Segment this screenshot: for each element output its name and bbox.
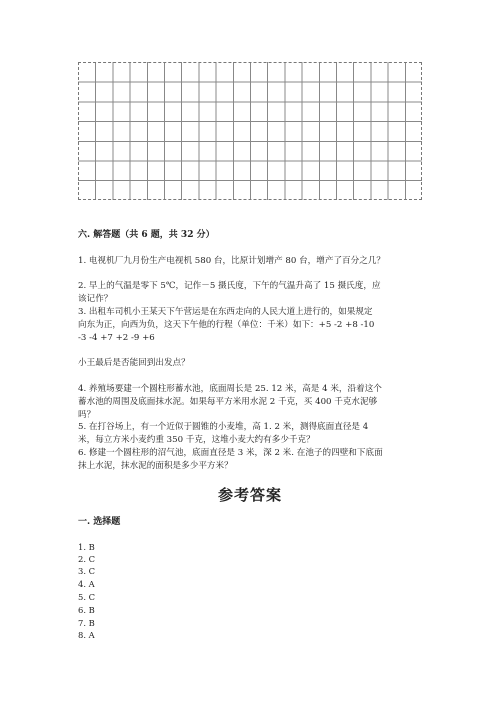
question-2-line1: 2. 早上的气温是零下 5℃，记作－5 摄氏度，下午的气温升高了 15 摄氏度，应 xyxy=(78,281,381,291)
answers-section-heading: 一. 选择题 xyxy=(78,517,121,527)
question-6-line1: 6. 修建一个圆柱形的沼气池，底面直径是 3 米，深 2 米. 在池子的四壁和下底面 xyxy=(78,448,383,458)
answer-item: 7. B xyxy=(78,618,95,628)
question-3-line1: 3. 出租车司机小王某天下午营运是在东西走向的人民大道上进行的，如果规定 xyxy=(78,307,373,317)
answer-item: 8. A xyxy=(78,630,95,640)
question-3-line3: -3 -4 +7 +2 -9 +6 xyxy=(78,333,155,343)
question-4-line3: 吗？ xyxy=(78,410,96,420)
answers-title: 参考答案 xyxy=(217,486,282,504)
answer-item: 2. C xyxy=(78,554,96,564)
question-5-line2: 米，每立方米小麦约重 350 千克，这堆小麦大约有多少千克？ xyxy=(78,435,315,445)
question-4-line1: 4. 养殖场要建一个圆柱形蓄水池，底面周长是 25. 12 米，高是 4 米，沿着这个 xyxy=(78,384,382,394)
answer-item: 5. C xyxy=(78,592,96,602)
answer-item: 1. B xyxy=(78,542,95,552)
question-6-line2: 抹上水泥，抹水泥的面积是多少平方米？ xyxy=(78,461,233,471)
question-5-line1: 5. 在打谷场上，有一个近似于圆锥的小麦堆，高 1. 2 米，测得底面直径是 4 xyxy=(78,422,369,432)
question-3-line2: 向东为正，向西为负，这天下午他的行程（单位：千米）如下：+5 -2 +8 -10 xyxy=(78,320,375,330)
question-1: 1. 电视机厂九月份生产电视机 580 台，比原计划增产 80 台，增产了百分之几？ xyxy=(78,256,386,266)
question-3-line4: 小王最后是否能回到出发点？ xyxy=(78,358,190,368)
answer-item: 4. A xyxy=(78,579,95,589)
question-4-line2: 蓄水池的周围及底面抹水泥。如果每平方米用水泥 2 千克，买 400 千克水泥够 xyxy=(78,397,378,407)
question-2-line2: 该记作？ xyxy=(78,294,113,304)
section-heading: 六. 解答题（共 6 题，共 32 分） xyxy=(78,230,215,240)
answer-item: 3. C xyxy=(78,566,96,576)
writing-grid xyxy=(78,62,422,200)
answer-item: 6. B xyxy=(78,605,95,615)
